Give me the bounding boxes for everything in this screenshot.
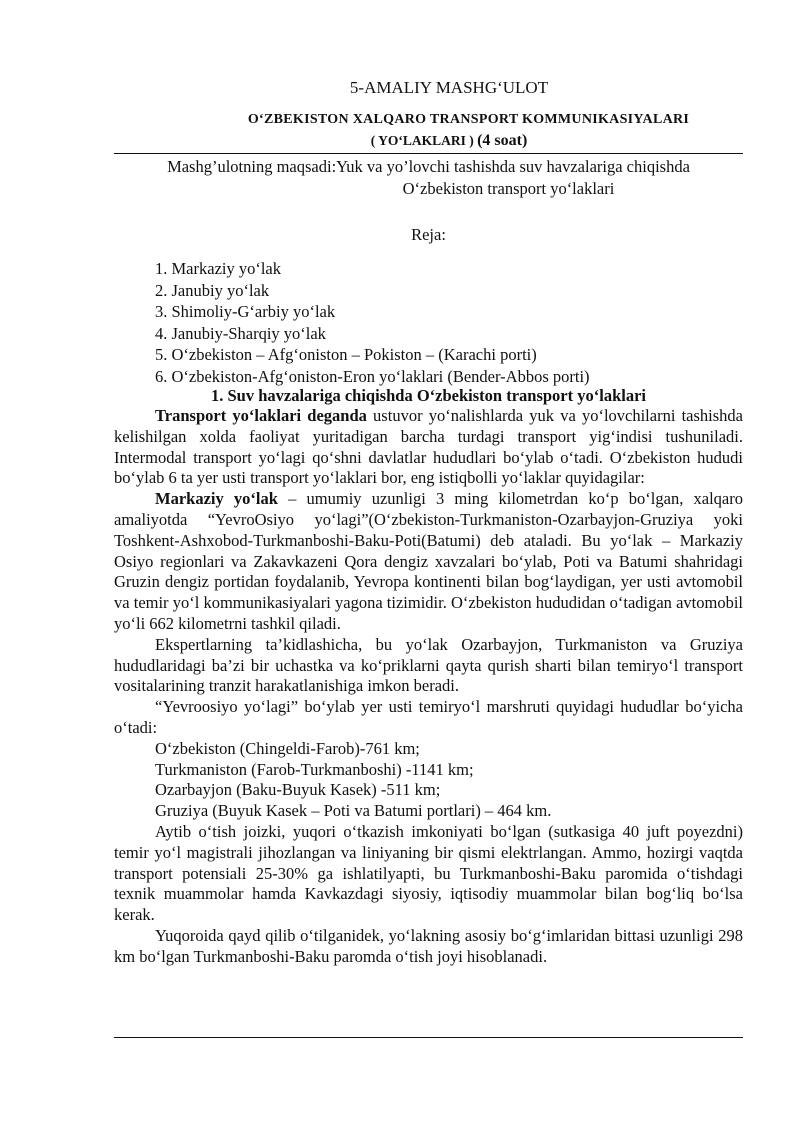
plan-item: 2. Janubiy yo‘lak — [155, 280, 270, 300]
plan-item: 6. O‘zbekiston-Afg‘oniston-Eron yo‘laklari (Bender-Abbos porti) — [155, 366, 590, 386]
hours-label: (4 soat) — [477, 132, 528, 149]
purpose-block — [114, 156, 743, 200]
purpose-line-2: O‘zbekiston transport yo‘laklari — [402, 179, 615, 198]
paragraph-central-corridor — [114, 489, 743, 635]
paragraph-ferry: Yuqoroida qayd qilib o‘tilganidek, yo‘lakning asosiy bo‘g‘imlaridan bittasi uzunligi 298 km bo‘lgan Turkmanboshi-Baku paromda o‘tish joyi hisoblanadi. — [114, 925, 743, 966]
bottom-divider — [114, 1037, 743, 1038]
paragraph-capacity: Aytib o‘tish joizki, yuqori o‘tkazish imkoniyati bo‘lgan (sutkasiga 40 juft poyezdni) temir yo‘l magistrali jihozlangan va liniyaning bir qismi elektrlangan. Ammo, hozirgi vaqtda transport potensiali 25-30% ga ishlatilyapti, bu Turkmanboshi-Baku paromida o‘tishdagi texnik muammolar hamda Kavkazdagi siyosiy, iqtisodiy muammolar bilan bog‘liq bo‘lsa kerak. — [114, 821, 743, 925]
topic-subtitle — [154, 132, 744, 150]
route-line: Turkmaniston (Farob-Turkmanboshi) -1141 km; — [155, 759, 474, 779]
plan-item: 5. O‘zbekiston – Afg‘oniston – Pokiston – (Karachi porti) — [155, 345, 537, 364]
plan-item: 4. Janubiy-Sharqiy yo‘lak — [155, 323, 326, 343]
section-body — [114, 406, 743, 968]
section-heading: 1. Suv havzalariga chiqishda O‘zbekiston transport yo‘laklari — [210, 386, 646, 405]
route-line: O‘zbekiston (Chingeldi-Farob)-761 km; — [155, 738, 420, 758]
purpose-line-1: Mashg’ulotning maqsadi:Yuk va yo’lovchi tashishda suv havzalariga chiqishda — [167, 157, 690, 176]
plan-item: 3. Shimoliy-G‘arbiy yo‘lak — [155, 302, 336, 321]
term-bold: Transport yo‘laklari deganda — [155, 406, 367, 425]
route-line: Ozarbayjon (Baku-Buyuk Kasek) -511 km; — [155, 780, 441, 800]
term-bold: Markaziy yo‘lak — [155, 489, 278, 509]
topic-title: O‘ZBEKISTON XALQARO TRANSPORT KOMMUNIKASIYALARI — [247, 112, 690, 127]
paragraph-route-intro: “Yevroosiyo yo‘lagi” bo‘ylab yer usti temiryo‘l marshruti quyidagi hududlar bo‘yicha o‘tadi: — [114, 697, 743, 737]
page-title: 5-AMALIY MASHG‘ULOT — [349, 78, 549, 97]
paragraph-text: – umumiy uzunligi 3 ming kilometrdan ko‘p bo‘lgan, xalqaro amaliyotda “YevroOsiyo yo‘lagi”(O‘zbekiston-Turkmaniston-Ozarbayjon-Gruziya yoki Toshkent-Ashxobod-Turkmanboshi-Baku-Poti(Batumi) deb ataladi. Bu yo‘lak – Markaziy Osiyo regionlari va Zakavkazeni Qora dengiz xavzalari bo‘ylab, Poti va Batumi shahridagi Gruzin dengiz portidan foydalanib, Yevropa kontinenti bilan bog‘laydigan, yer usti avtomobil va temir yo‘l kommunikasiyalari yagona tizimidir. O‘zbekiston hududidan o‘tadigan avtomobil yo‘li 662 kilometrni tashkil qiladi. — [114, 489, 743, 633]
route-line: Gruziya (Buyuk Kasek – Poti va Batumi portlari) – 464 km. — [155, 801, 552, 821]
paragraph-definition — [114, 406, 743, 489]
topic-subtitle-text: ( YO‘LAKLARI ) — [370, 133, 474, 148]
paragraph-text: ustuvor yo‘nalishlarda yuk va yo‘lovchilarni tashishda kelishilgan xolda faoliyat yuritadigan barcha turdagi transport yig‘indisi tushuniladi. Intermodal transport yo‘lagi qo‘shni davlatlar hududlari bo‘ylab o‘tadi. O‘zbekiston hududi bo‘ylab 6 ta yer usti transport yo‘laklari bor, eng istiqbolli yo‘laklar quyidagilar: — [114, 406, 743, 488]
paragraph-experts: Ekspertlarning ta’kidlashicha, bu yo‘lak Ozarbayjon, Turkmaniston va Gruziya hududlaridagi ba’zi bir uchastka va ko‘priklarni qayta qurish sharti bilan temiryo‘l transport vositalarining tranzit harakatlanishiga imkon beradi. — [114, 634, 743, 696]
plan-item: 1. Markaziy yo‘lak — [155, 259, 281, 278]
plan-heading: Reja: — [411, 225, 446, 244]
top-divider — [114, 153, 743, 154]
plan-list — [155, 258, 590, 387]
